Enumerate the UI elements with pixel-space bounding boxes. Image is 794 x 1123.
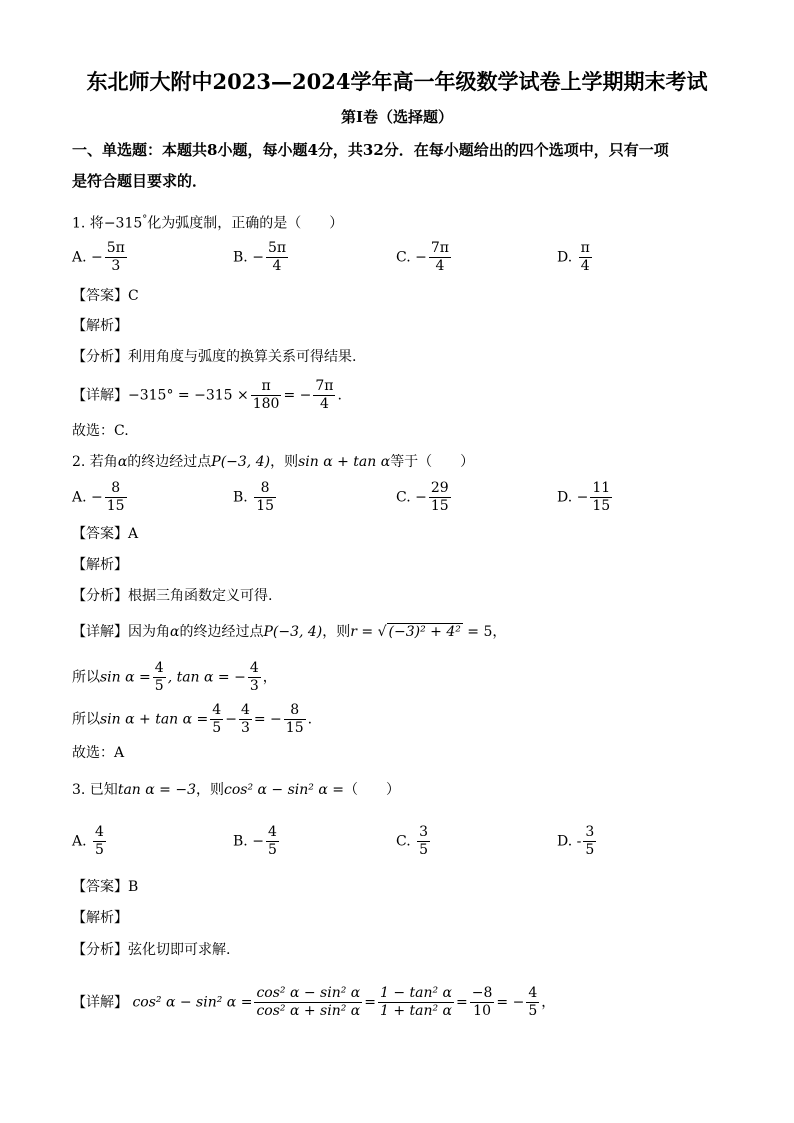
q1-option-b: B. − $\frac{5\pi}{4}$ [233,240,287,274]
q3-option-b: B. − $\frac{4}{5}$ [233,824,277,858]
q2-detail-line2: 所以sin α = $\frac{4}{5}$ , tan α = − $\frac{4}{3}$ ， [72,660,277,694]
q2-option-a: A. − $\frac{8}{15}$ [72,480,125,514]
q1-option-c: C. − $\frac{7\pi}{4}$ [396,240,449,274]
q1-option-d: D. $\frac{\pi}{4}$ [557,240,590,274]
q1-analysis: 【 解析 】 [72,316,128,336]
q1-answer: 【 答案 】 C [72,286,139,306]
q3-option-a: A. $\frac{4}{5}$ [72,824,104,858]
q2-answer: 【 答案 】 A [72,524,138,544]
q2-option-b: B. $\frac{8}{15}$ [233,480,275,514]
q2-stem: 2. 若角α的终边经过点P(−3, 4)，则sin α + tan α等于（ ） [72,454,475,470]
q1-fenxi: 【 分析 】 利用角度与弧度的换算关系可得结果. [72,347,356,367]
q1-stem: 1. 将−315°化为弧度制，正确的是（ ） [72,214,344,232]
section-heading-line1: 一、单选题：本题共8小题，每小题4分，共32分．在每小题给出的四个选项中，只有一项 [72,141,669,159]
q3-option-d: D. - $\frac{3}{5}$ [557,824,595,858]
q2-fenxi: 【 分析 】 根据三角函数定义可得. [72,586,272,606]
q2-option-c: C. − $\frac{29}{15}$ [396,480,449,514]
page-title: 东北师大附中2023—2024学年高一年级数学试卷上学期期末考试 [86,69,708,94]
q3-analysis: 【 解析 】 [72,908,128,928]
section-heading-line2: 是符合题目要求的． [72,172,208,190]
q1-detail: 【 详解 】 −315° = −315 × $\frac{\pi}{180}$ = − $\frac{7\pi}{4}$ . [72,378,342,413]
page-subtitle: 第Ⅰ卷（选择题） [340,108,454,126]
q3-option-c: C. $\frac{3}{5}$ [396,824,429,858]
q2-conclusion: 故选：A [72,745,125,761]
q2-detail: 【 详解 】 因为角α的终边经过点P(−3, 4)，则r = √ (−3)² + 4² = 5， [72,622,506,642]
q3-detail: 【 详解 】 cos² α − sin² α = $\frac{\text{cos² α − sin² α}}{\text{cos² α + sin² α}}$ = $\frac{\text{1 − tan² α}}{\text{1 + tan² α}}$ = $\frac{-8}{10}$ = − $\frac{4}{5}$ ， [72,985,555,1020]
q1-conclusion: 故选：C. [72,423,129,439]
q3-stem: 3. 已知tan α = −3，则cos² α − sin² α =（ ） [72,782,400,798]
q2-option-d: D. − $\frac{11}{15}$ [557,480,611,514]
q2-detail-line3: 所以sin α + tan α = $\frac{4}{5}$ − $\frac{4}{3}$ = − $\frac{8}{15}$ . [72,702,313,736]
q1-option-a: A. − $\frac{5\pi}{3}$ [72,240,125,274]
q3-answer: 【 答案 】 B [72,877,138,897]
q3-fenxi: 【 分析 】 弦化切即可求解. [72,940,230,960]
q2-analysis: 【 解析 】 [72,555,128,575]
